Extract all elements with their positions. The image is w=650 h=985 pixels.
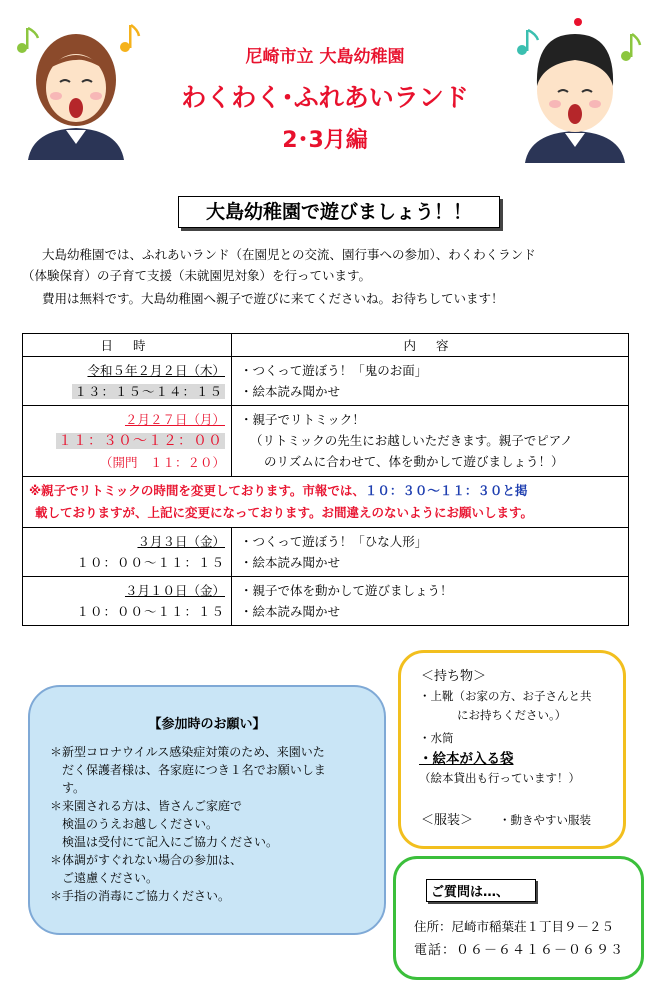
- content-cell: [232, 577, 629, 626]
- content-item: ・絵本読み聞かせ: [240, 555, 341, 570]
- intro-line-3: 費用は無料です。大島幼稚園へ親子で遊びに来てくださいね。お待ちしています！: [42, 291, 504, 306]
- date-cell: [23, 357, 232, 406]
- date-cell: [23, 577, 232, 626]
- request-line: ＊手指の消毒にご協力ください。: [50, 889, 231, 903]
- event-date: ２月２７日（月）: [124, 412, 225, 427]
- notice-part-2: １０：３０～１１：３０と掲: [364, 483, 528, 498]
- request-line: だく保護者様は、各家庭につき１名でお願いしま: [62, 763, 326, 777]
- time-change-notice: [23, 477, 629, 528]
- content-item: ・つくって遊ぼう！「鬼のお面」: [240, 363, 428, 378]
- content-cell: [232, 528, 629, 577]
- content-item: ・つくって遊ぼう！「ひな人形」: [240, 534, 428, 549]
- belongings-item: （絵本貸出も行っています！）: [419, 771, 580, 785]
- event-time: １１：３０～１２：００: [58, 433, 223, 449]
- participation-request-box: [28, 685, 386, 935]
- contact-address: 住所：尼崎市稲葉荘１丁目９－２５: [414, 919, 615, 934]
- date-cell: [23, 406, 232, 477]
- intro-line-1: 大島幼稚園では、ふれあいランド（在園児との交流、園行事への参加）、わくわくランド: [42, 247, 536, 262]
- belongings-box: [398, 650, 626, 849]
- content-item: ・親子で体を動かして遊びましょう！: [240, 583, 453, 598]
- content-item: （リトミックの先生にお越しいただきます。親子でピアノ: [250, 433, 573, 448]
- request-line: ＊体調がすぐれない場合の参加は、: [50, 853, 243, 867]
- event-title: わくわく･ふれあいランド: [181, 83, 469, 112]
- belongings-item: ・上靴（お家の方、お子さんと共: [419, 689, 592, 703]
- notice-part-3: 載しておりますが、上記に変更になっております。お間違えのないようにお願いします。: [35, 505, 534, 520]
- content-item: のリズムに合わせて、体を動かして遊びましょう！）: [264, 454, 564, 469]
- intro-line-2: （体験保育）の子育て支援（未就園児対象）を行っています。: [22, 268, 372, 283]
- table-row: [23, 577, 629, 626]
- event-time: １０：００～１１：１５: [76, 555, 225, 570]
- clothes-label: ＜服装＞: [421, 813, 474, 828]
- content-item: ・絵本読み聞かせ: [240, 604, 341, 619]
- notice-row: [23, 477, 629, 528]
- event-date: ３月１０日（金）: [124, 583, 225, 598]
- request-line: ご遠慮ください。: [62, 871, 159, 885]
- content-cell: [232, 406, 629, 477]
- event-date: 令和５年２月２日（木）: [87, 363, 225, 378]
- content-cell: [232, 357, 629, 406]
- request-line: ＊新型コロナウイルス感染症対策のため、来園いた: [50, 745, 325, 759]
- event-date: ３月３日（金）: [137, 534, 225, 549]
- belongings-item: にお持ちください。）: [457, 708, 567, 722]
- table-row: [23, 406, 629, 477]
- table-row: [23, 357, 629, 406]
- request-line: 検温は受付にて記入にご協力ください。: [62, 835, 279, 849]
- content-item: ・絵本読み聞かせ: [240, 384, 341, 399]
- table-header-row: [23, 334, 629, 357]
- school-name: 尼崎市立 大島幼稚園: [245, 47, 405, 67]
- event-time: １０：００～１１：１５: [76, 604, 225, 619]
- subtitle-banner: 大島幼稚園で遊びましょう！！: [178, 196, 500, 228]
- contact-phone: 電話：０６－６４１６－０６９３: [414, 943, 625, 958]
- request-line: ＊来園される方は、皆さんご家庭で: [50, 799, 243, 813]
- gate-open-time: （開門 １１：２０）: [99, 455, 225, 470]
- request-line: 検温のうえお越しください。: [62, 817, 219, 831]
- request-line: す。: [62, 781, 86, 795]
- header-date: 日 時: [23, 334, 232, 357]
- content-item: ・親子でリトミック！: [240, 412, 365, 427]
- table-row: [23, 528, 629, 577]
- event-time: １３：１５～１４：１５: [74, 384, 223, 399]
- contact-title: ご質問は…、: [426, 879, 536, 902]
- contact-box: [393, 856, 644, 980]
- belongings-item: ・水筒: [419, 731, 454, 745]
- clothes-item: ・動きやすい服装: [499, 813, 591, 827]
- belongings-title: ＜持ち物＞: [421, 669, 487, 684]
- request-title: 【参加時のお願い】: [148, 717, 266, 732]
- month-edition: 2･3月編: [282, 128, 368, 153]
- notice-part-1: ※親子でリトミックの時間を変更しております。市報では、: [29, 483, 365, 498]
- belongings-item: ・絵本が入る袋: [419, 751, 514, 767]
- schedule-table: [22, 333, 629, 626]
- header-content: 内 容: [232, 334, 629, 357]
- date-cell: [23, 528, 232, 577]
